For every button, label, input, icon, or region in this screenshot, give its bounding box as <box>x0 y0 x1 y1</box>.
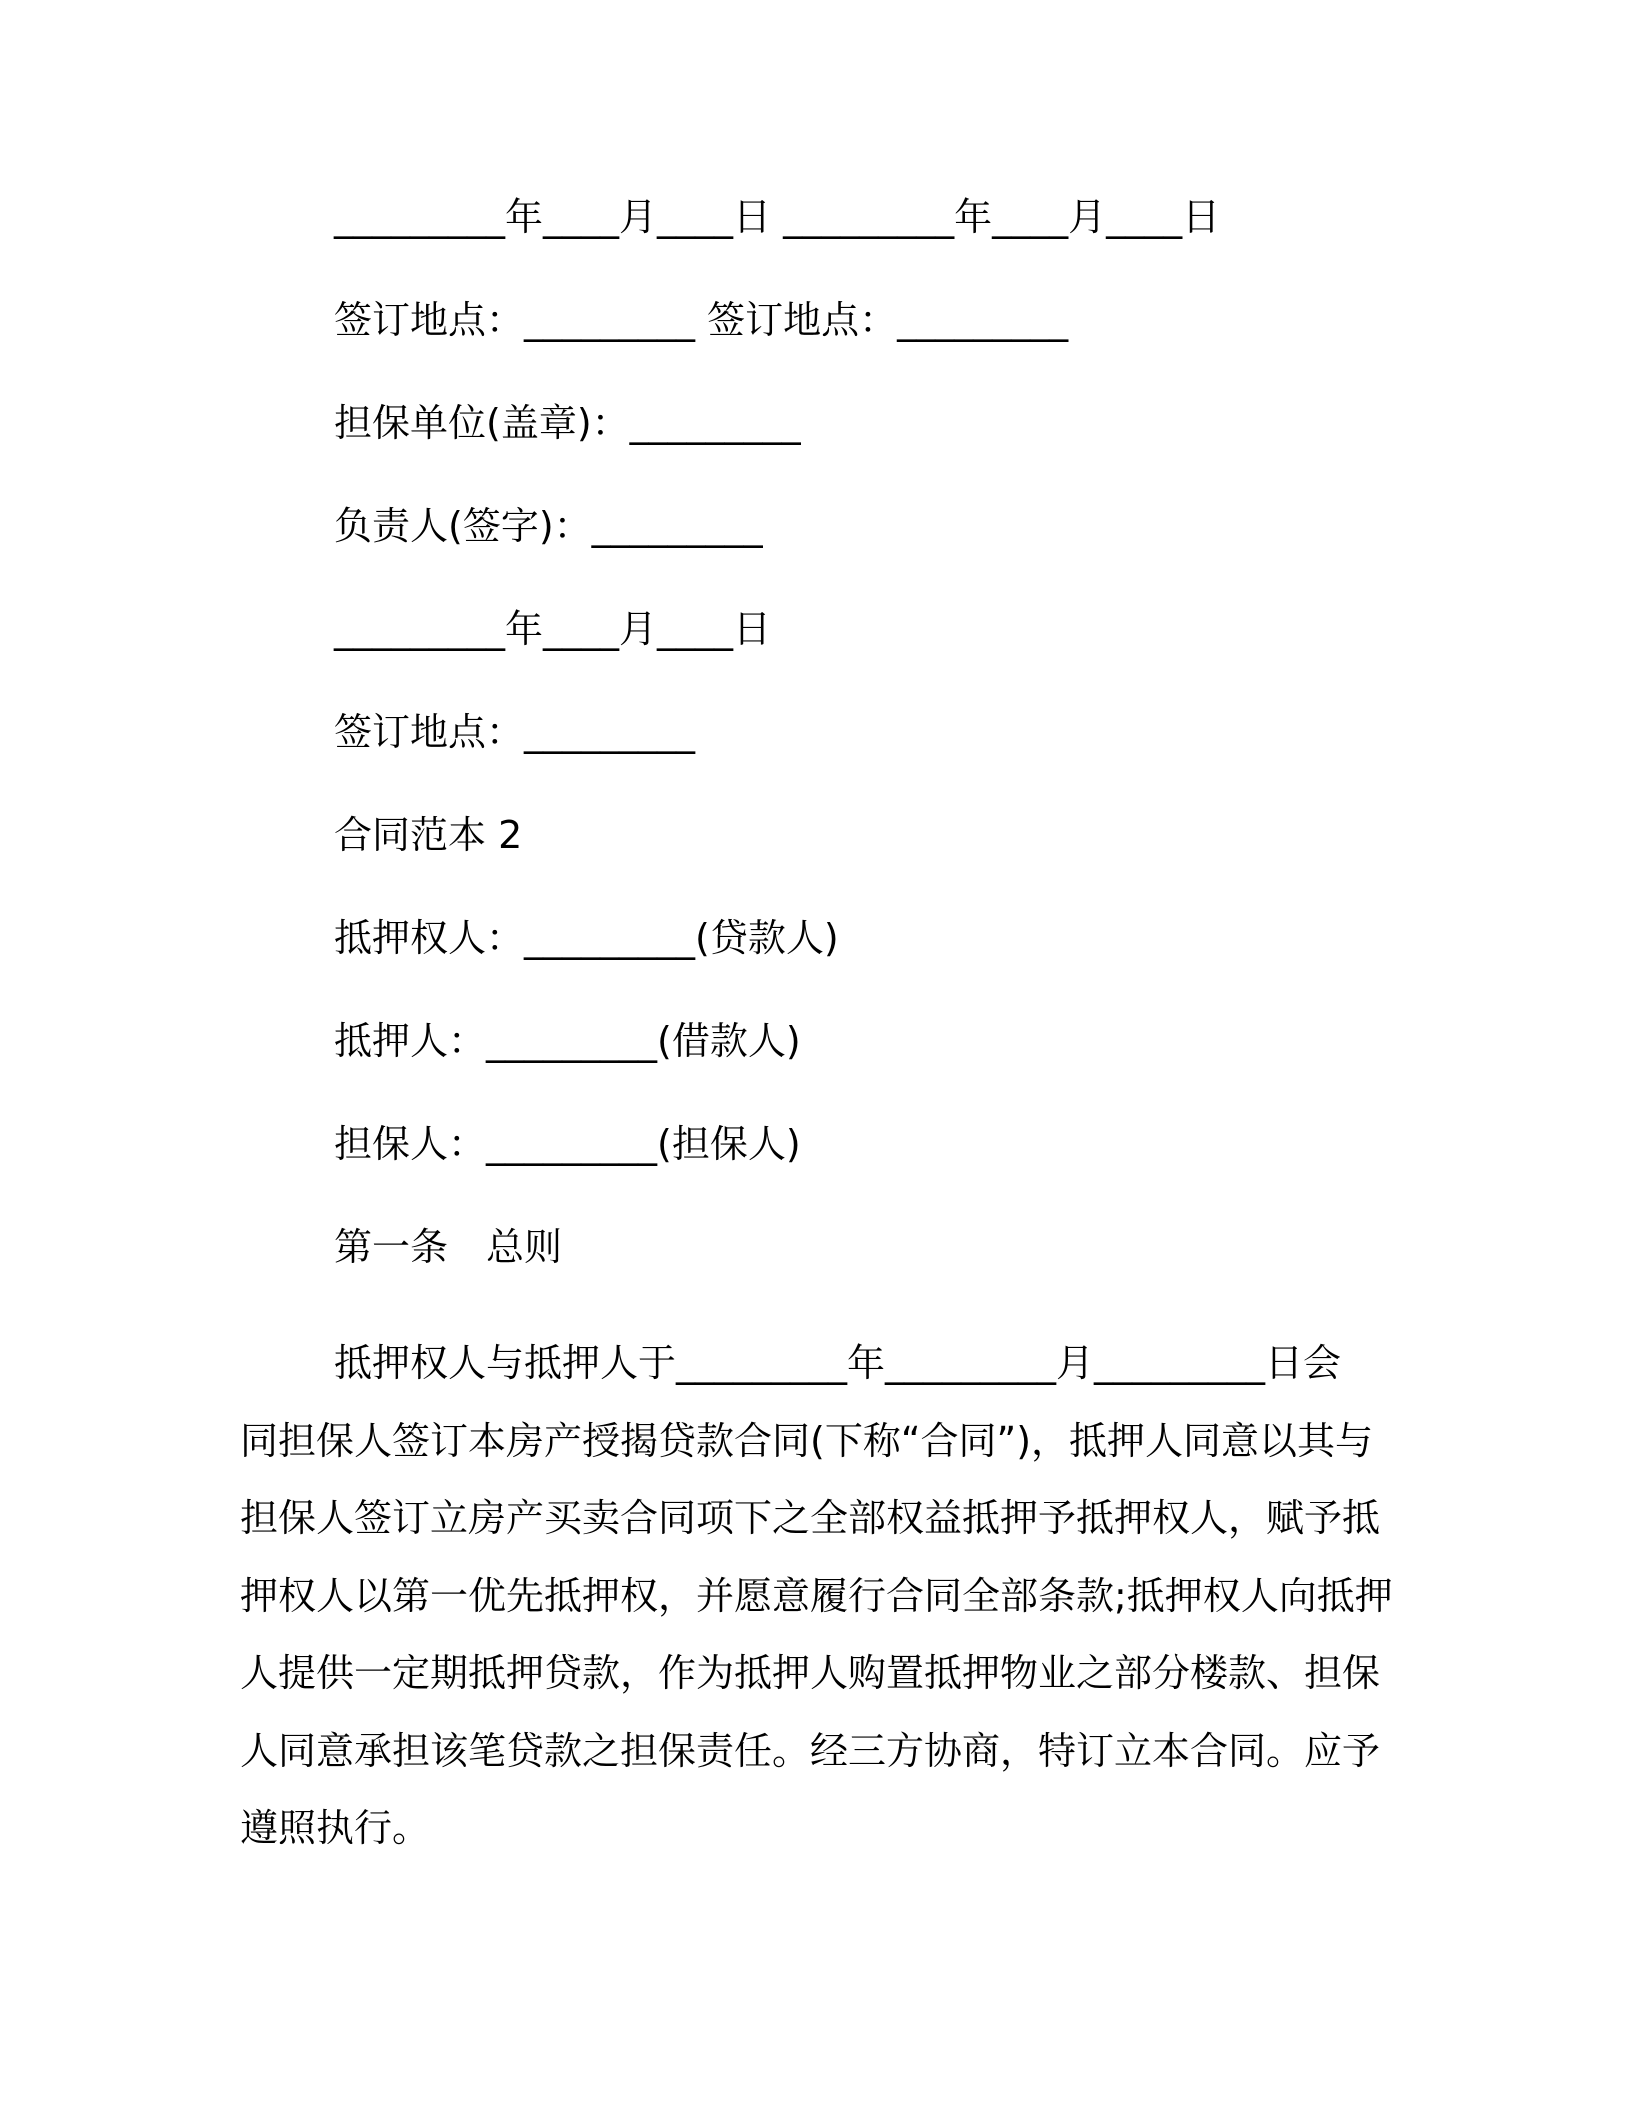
paragraph-line: 抵押权人与抵押人于_________年_________月_________日会 <box>334 1341 1342 1385</box>
guarantor-seal-line: 担保单位(盖章)：_________ <box>334 401 801 445</box>
article-one-heading: 第一条 总则 <box>334 1225 563 1269</box>
responsible-person-line: 负责人(签字)：_________ <box>334 504 763 548</box>
signing-place-line: 签订地点：_________ 签订地点：_________ <box>334 298 1069 342</box>
paragraph-line: 遵照执行。 <box>240 1806 431 1850</box>
contract-template-heading: 合同范本 2 <box>334 813 523 857</box>
paragraph-line: 担保人签订立房产买卖合同项下之全部权益抵押予抵押权人，赋予抵 <box>240 1496 1381 1540</box>
date-line: _________年____月____日 <box>334 607 772 651</box>
guarantor-line: 担保人：_________(担保人) <box>334 1122 801 1166</box>
general-provisions-paragraph <box>240 1325 1393 1868</box>
signing-place-line-2: 签订地点：_________ <box>334 710 696 754</box>
paragraph-line: 人提供一定期抵押贷款，作为抵押人购置抵押物业之部分楼款、担保 <box>240 1651 1381 1695</box>
signature-date-line: _________年____月____日 _________年____月____日 <box>334 195 1221 239</box>
paragraph-line: 同担保人签订本房产授揭贷款合同(下称“合同”)，抵押人同意以其与 <box>240 1418 1374 1463</box>
paragraph-line: 人同意承担该笔贷款之担保责任。经三方协商，特订立本合同。应予 <box>240 1728 1381 1773</box>
paragraph-line: 押权人以第一优先抵押权，并愿意履行合同全部条款;抵押权人向抵押 <box>240 1573 1393 1618</box>
mortgagor-line: 抵押人：_________(借款人) <box>334 1019 801 1063</box>
mortgagee-line: 抵押权人：_________(贷款人) <box>334 916 839 960</box>
